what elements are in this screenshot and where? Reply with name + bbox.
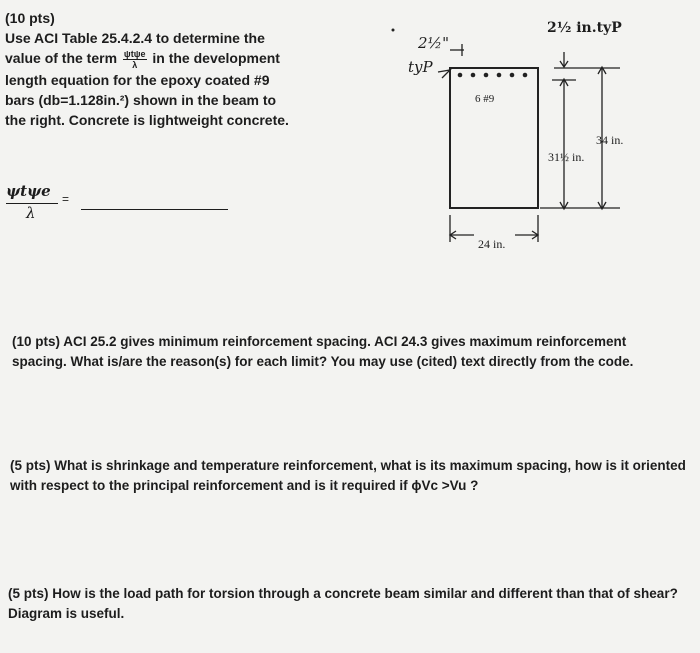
q1-line-3: length equation for the epoxy coated #9 xyxy=(5,71,270,88)
stray-mark xyxy=(392,29,395,32)
label-effective-depth: 31½ in. xyxy=(548,150,585,164)
beam-outline xyxy=(450,68,538,208)
question-3: (5 pts) What is shrinkage and temperature reinforcement, what is its maximum spacing, how is it oriented with respect to the principal reinforcement and is it required if ϕVc >Vu ? xyxy=(10,458,686,493)
rebar-3 xyxy=(484,73,489,78)
answer-blank-line[interactable] xyxy=(81,209,228,210)
q1-line-5: the right. Concrete is lightweight concrete. xyxy=(5,111,289,128)
question-2: (10 pts) ACI 25.2 gives minimum reinforcement spacing. ACI 24.3 gives maximum reinforcement spacing. What is/are the reason(s) for each limit? You may use (cited) text directly from the code. xyxy=(12,334,634,369)
q1-term-numerator: ψtψe xyxy=(123,48,146,59)
rebar-group xyxy=(458,73,528,78)
effective-depth-dimension xyxy=(552,79,576,209)
question-4: (5 pts) How is the load path for torsion through a concrete beam similar and different than that of shear? Diagram is useful. xyxy=(8,586,678,621)
answer-denominator: λ xyxy=(26,204,36,222)
label-total-depth: 34 in. xyxy=(596,133,624,147)
rebar-6 xyxy=(523,73,528,78)
q1-line-2 xyxy=(5,48,335,70)
q1-term-fraction xyxy=(123,49,147,70)
q1-line-2-before: value of the term xyxy=(5,50,118,66)
answer-numerator: ψtψe xyxy=(6,182,51,200)
q1-answer-area xyxy=(6,182,236,222)
question-1 xyxy=(5,8,335,130)
label-left-typ: tyP xyxy=(408,58,433,76)
q1-line-1: Use ACI Table 25.4.2.4 to determine the xyxy=(5,30,265,46)
q1-term-denominator: λ xyxy=(132,59,138,70)
q1-points: (10 pts) xyxy=(5,10,55,26)
label-left-cover: 2½" xyxy=(418,34,449,52)
q1-line-4: bars (db=1.128in.²) shown in the beam to xyxy=(5,91,277,108)
rebar-2 xyxy=(471,73,476,78)
q1-line-2-after: in the development xyxy=(152,50,280,66)
label-width: 24 in. xyxy=(478,237,506,251)
rebar-1 xyxy=(458,73,463,78)
rebar-4 xyxy=(497,73,502,78)
label-right-cover: 2½ in.tyP xyxy=(547,20,622,36)
beam-cross-section-diagram xyxy=(390,10,690,250)
right-cover-dimension xyxy=(554,52,620,68)
label-bars: 6 #9 xyxy=(475,93,495,105)
answer-equals: = xyxy=(62,192,70,206)
rebar-5 xyxy=(510,73,515,78)
